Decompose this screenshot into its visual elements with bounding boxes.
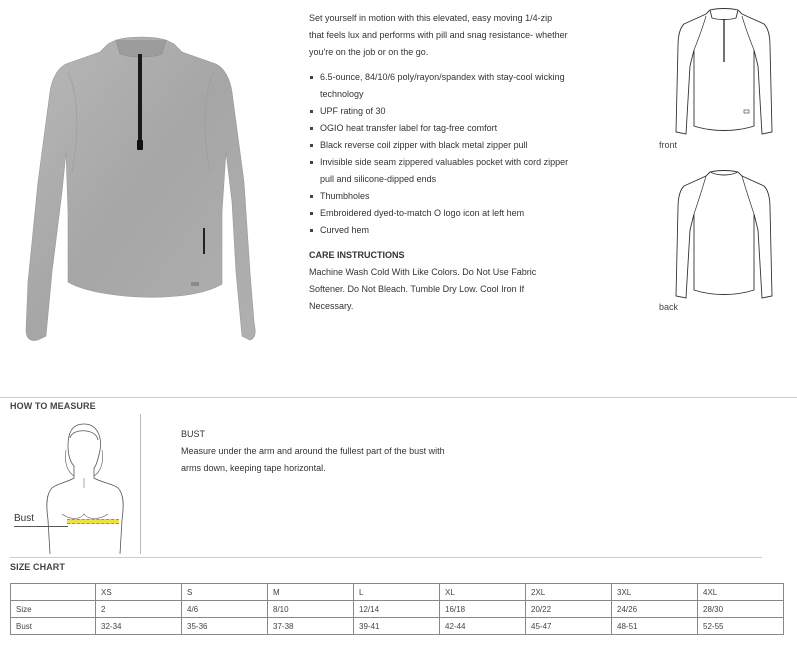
- table-cell: 12/14: [354, 601, 440, 618]
- table-cell: 39-41: [354, 618, 440, 635]
- feature-item: Thumbholes: [309, 188, 569, 205]
- table-header-cell: S: [182, 584, 268, 601]
- measure-title: BUST: [181, 429, 206, 439]
- care-heading: CARE INSTRUCTIONS: [309, 250, 405, 260]
- table-row-label: Bust: [11, 618, 96, 635]
- care-text: Machine Wash Cold With Like Colors. Do Not Use Fabric Softener. Do Not Bleach. Tumble Dry Low. Cool Iron If Necessary.: [309, 267, 537, 311]
- feature-item: OGIO heat transfer label for tag-free comfort: [309, 120, 569, 137]
- table-cell: 8/10: [268, 601, 354, 618]
- measuring-tape: [67, 519, 119, 524]
- divider: [10, 557, 762, 558]
- table-cell: 42-44: [440, 618, 526, 635]
- table-cell: 48-51: [612, 618, 698, 635]
- table-header-cell: 2XL: [526, 584, 612, 601]
- feature-item: UPF rating of 30: [309, 103, 569, 120]
- back-label: back: [659, 302, 679, 312]
- bust-pointer-line: [14, 526, 68, 527]
- divider: [0, 397, 797, 398]
- table-cell: [11, 584, 96, 601]
- table-cell: 2: [96, 601, 182, 618]
- size-chart-table: [10, 583, 784, 635]
- table-header-cell: 4XL: [698, 584, 784, 601]
- feature-item: Invisible side seam zippered valuables pocket with cord zipper pull and silicone-dipped ends: [309, 154, 569, 188]
- size-chart-heading: SIZE CHART: [10, 562, 65, 572]
- table-cell: 4/6: [182, 601, 268, 618]
- back-flat-drawing: [672, 168, 776, 302]
- feature-list: [309, 69, 569, 239]
- table-cell: 24/26: [612, 601, 698, 618]
- table-header-cell: XS: [96, 584, 182, 601]
- feature-item: Embroidered dyed-to-match O logo icon at left hem: [309, 205, 569, 222]
- table-row: [11, 618, 784, 635]
- feature-item: Curved hem: [309, 222, 569, 239]
- body-figure: [30, 420, 140, 554]
- table-cell: 32-34: [96, 618, 182, 635]
- measure-instructions: [181, 426, 446, 477]
- table-cell: 16/18: [440, 601, 526, 618]
- table-header-cell: 3XL: [612, 584, 698, 601]
- table-cell: 20/22: [526, 601, 612, 618]
- zipper: [138, 54, 142, 148]
- table-cell: 45-47: [526, 618, 612, 635]
- table-cell: 52-55: [698, 618, 784, 635]
- product-description: Set yourself in motion with this elevated, easy moving 1/4-zip that feels lux and performs with pill and snag resistance- whether you're on the job or on the go.: [309, 13, 568, 57]
- bust-figure-label: Bust: [14, 513, 35, 524]
- product-photo: [18, 32, 258, 350]
- table-header-cell: L: [354, 584, 440, 601]
- feature-item: 6.5-ounce, 84/10/6 poly/rayon/spandex with stay-cool wicking technology: [309, 69, 569, 103]
- table-row: [11, 601, 784, 618]
- front-flat-drawing: [672, 6, 776, 138]
- product-description-block: [309, 10, 569, 315]
- front-label: front: [659, 140, 678, 150]
- table-row-label: Size: [11, 601, 96, 618]
- feature-item: Black reverse coil zipper with black metal zipper pull: [309, 137, 569, 154]
- table-cell: 35-36: [182, 618, 268, 635]
- how-to-measure-heading: HOW TO MEASURE: [10, 401, 96, 411]
- table-header-cell: XL: [440, 584, 526, 601]
- table-header-cell: M: [268, 584, 354, 601]
- table-row: [11, 584, 784, 601]
- table-cell: 28/30: [698, 601, 784, 618]
- table-cell: 37-38: [268, 618, 354, 635]
- measure-text: Measure under the arm and around the fullest part of the bust with arms down, keeping tape horizontal.: [181, 446, 445, 473]
